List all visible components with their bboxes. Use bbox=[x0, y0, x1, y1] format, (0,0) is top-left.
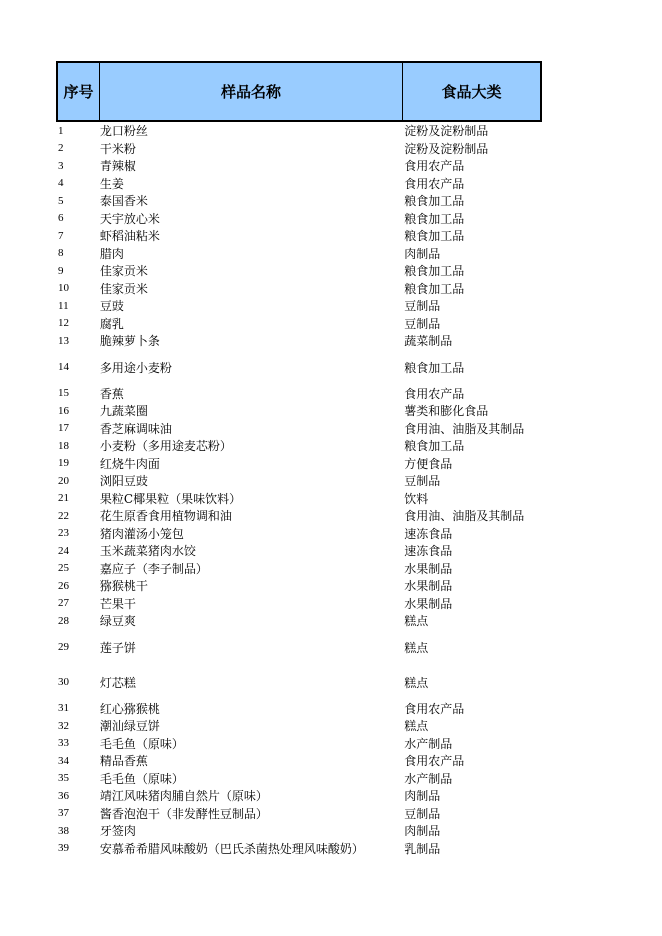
row-food-category: 淀粉及淀粉制品 bbox=[404, 141, 489, 156]
table-row bbox=[56, 122, 542, 140]
table-row bbox=[56, 507, 542, 525]
row-index: 20 bbox=[58, 474, 69, 487]
row-sample-name: 酱香泡泡干（非发酵性豆制品） bbox=[99, 806, 268, 821]
row-sample-name: 香芝麻调味油 bbox=[99, 421, 172, 436]
row-food-category: 水产制品 bbox=[404, 736, 453, 751]
table-row bbox=[56, 420, 542, 438]
row-sample-name: 猕猴桃干 bbox=[99, 579, 148, 594]
table-row bbox=[56, 315, 542, 333]
row-index: 19 bbox=[58, 457, 69, 470]
row-food-category: 粮食加工品 bbox=[404, 211, 465, 226]
row-index: 13 bbox=[58, 334, 69, 347]
row-food-category: 粮食加工品 bbox=[404, 264, 465, 279]
row-sample-name: 九蔬菜圈 bbox=[99, 404, 148, 419]
table-row bbox=[56, 332, 542, 350]
row-index: 36 bbox=[58, 789, 69, 802]
row-index: 10 bbox=[58, 282, 69, 295]
row-food-category: 食用农产品 bbox=[404, 754, 465, 769]
row-index: 35 bbox=[58, 772, 69, 785]
table-row bbox=[56, 787, 542, 805]
row-sample-name: 果粒C椰果粒（果味饮料） bbox=[99, 491, 242, 506]
table-row bbox=[56, 402, 542, 420]
row-sample-name: 佳家贡米 bbox=[99, 264, 148, 279]
row-index: 12 bbox=[58, 317, 69, 330]
row-food-category: 肉制品 bbox=[404, 246, 441, 261]
row-food-category: 食用油、油脂及其制品 bbox=[404, 421, 525, 436]
table-row bbox=[56, 770, 542, 788]
row-food-category: 水产制品 bbox=[404, 771, 453, 786]
row-food-category: 肉制品 bbox=[404, 824, 441, 839]
row-food-category: 粮食加工品 bbox=[404, 229, 465, 244]
row-food-category: 速冻食品 bbox=[404, 526, 453, 541]
row-food-category: 粮食加工品 bbox=[404, 360, 465, 375]
table-row bbox=[56, 297, 542, 315]
row-sample-name: 牙签肉 bbox=[99, 824, 136, 839]
row-sample-name: 虾稻油粘米 bbox=[99, 229, 160, 244]
table-row bbox=[56, 192, 542, 210]
row-index: 11 bbox=[58, 299, 69, 312]
row-sample-name: 嘉应子（李子制品） bbox=[99, 561, 208, 576]
table-row bbox=[56, 805, 542, 823]
row-food-category: 水果制品 bbox=[404, 596, 453, 611]
row-food-category: 食用农产品 bbox=[404, 701, 465, 716]
row-index: 37 bbox=[58, 807, 69, 820]
table-body bbox=[56, 122, 542, 857]
row-index: 3 bbox=[58, 159, 64, 172]
row-sample-name: 玉米蔬菜猪肉水饺 bbox=[99, 544, 196, 559]
row-food-category: 粮食加工品 bbox=[404, 439, 465, 454]
row-index: 22 bbox=[58, 509, 69, 522]
header-food-category: 食品大类 bbox=[441, 83, 502, 101]
row-food-category: 方便食品 bbox=[404, 456, 453, 471]
table-row bbox=[56, 577, 542, 595]
row-index: 4 bbox=[58, 177, 64, 190]
row-index: 9 bbox=[58, 264, 64, 277]
row-food-category: 水果制品 bbox=[404, 561, 453, 576]
row-sample-name: 浏阳豆豉 bbox=[99, 474, 148, 489]
row-food-category: 糕点 bbox=[404, 719, 429, 734]
row-food-category: 糕点 bbox=[404, 614, 429, 629]
row-food-category: 豆制品 bbox=[404, 806, 441, 821]
row-food-category: 豆制品 bbox=[404, 299, 441, 314]
table-row bbox=[56, 840, 542, 858]
table-row bbox=[56, 280, 542, 298]
sample-table bbox=[56, 61, 542, 857]
row-index: 24 bbox=[58, 544, 69, 557]
row-index: 31 bbox=[58, 702, 69, 715]
table-row bbox=[56, 822, 542, 840]
row-food-category: 食用油、油脂及其制品 bbox=[404, 509, 525, 524]
table-row bbox=[56, 210, 542, 228]
row-index: 8 bbox=[58, 247, 64, 260]
row-index: 21 bbox=[58, 492, 69, 505]
row-index: 6 bbox=[58, 212, 64, 225]
table-row bbox=[56, 700, 542, 718]
row-food-category: 食用农产品 bbox=[404, 176, 465, 191]
row-sample-name: 腊肉 bbox=[99, 246, 124, 261]
row-index: 18 bbox=[58, 439, 69, 452]
table-row bbox=[56, 455, 542, 473]
row-index: 27 bbox=[58, 597, 69, 610]
table-row bbox=[56, 735, 542, 753]
row-sample-name: 干米粉 bbox=[99, 141, 136, 156]
table-row bbox=[56, 385, 542, 403]
row-sample-name: 腐乳 bbox=[99, 316, 124, 331]
row-index: 5 bbox=[58, 194, 64, 207]
table-row bbox=[56, 245, 542, 263]
row-food-category: 糕点 bbox=[404, 640, 429, 655]
row-food-category: 速冻食品 bbox=[404, 544, 453, 559]
row-index: 23 bbox=[58, 527, 69, 540]
row-sample-name: 精品香蕉 bbox=[99, 754, 148, 769]
row-index: 15 bbox=[58, 387, 69, 400]
header-index: 序号 bbox=[58, 63, 100, 120]
row-sample-name: 多用途小麦粉 bbox=[99, 360, 172, 375]
row-food-category: 肉制品 bbox=[404, 789, 441, 804]
header-sample-name: 样品名称 bbox=[100, 63, 403, 120]
table-row bbox=[56, 595, 542, 613]
row-food-category: 糕点 bbox=[404, 675, 429, 690]
table-row bbox=[56, 717, 542, 735]
table-row bbox=[56, 612, 542, 630]
row-index: 29 bbox=[58, 641, 69, 653]
row-food-category: 食用农产品 bbox=[404, 386, 465, 401]
row-index: 7 bbox=[58, 229, 64, 242]
table-row bbox=[56, 560, 542, 578]
table-row bbox=[56, 630, 542, 665]
row-sample-name: 天宇放心米 bbox=[99, 211, 160, 226]
row-index: 17 bbox=[58, 422, 69, 435]
row-sample-name: 灯芯糕 bbox=[99, 675, 136, 690]
table-header bbox=[56, 61, 542, 122]
table-row bbox=[56, 542, 542, 560]
table-row bbox=[56, 227, 542, 245]
row-sample-name: 莲子饼 bbox=[99, 640, 136, 655]
row-food-category: 淀粉及淀粉制品 bbox=[404, 124, 489, 139]
row-sample-name: 青辣椒 bbox=[99, 159, 136, 174]
row-sample-name: 生姜 bbox=[99, 176, 124, 191]
row-food-category: 薯类和膨化食品 bbox=[404, 404, 489, 419]
table-row bbox=[56, 262, 542, 280]
row-sample-name: 毛毛鱼（原味） bbox=[99, 771, 184, 786]
row-index: 39 bbox=[58, 842, 69, 855]
table-row bbox=[56, 752, 542, 770]
row-index: 32 bbox=[58, 719, 69, 732]
row-index: 28 bbox=[58, 614, 69, 627]
row-index: 16 bbox=[58, 404, 69, 417]
row-food-category: 粮食加工品 bbox=[404, 194, 465, 209]
row-food-category: 饮料 bbox=[404, 491, 429, 506]
row-index: 30 bbox=[58, 676, 69, 688]
row-sample-name: 芒果干 bbox=[99, 596, 136, 611]
row-index: 33 bbox=[58, 737, 69, 750]
row-food-category: 豆制品 bbox=[404, 316, 441, 331]
table-row bbox=[56, 490, 542, 508]
row-index: 26 bbox=[58, 579, 69, 592]
row-sample-name: 小麦粉（多用途麦芯粉） bbox=[99, 439, 232, 454]
table-row bbox=[56, 665, 542, 700]
row-sample-name: 潮汕绿豆饼 bbox=[99, 719, 160, 734]
row-index: 34 bbox=[58, 754, 69, 767]
row-food-category: 食用农产品 bbox=[404, 159, 465, 174]
row-sample-name: 绿豆爽 bbox=[99, 614, 136, 629]
table-row bbox=[56, 350, 542, 385]
table-row bbox=[56, 140, 542, 158]
table-row bbox=[56, 472, 542, 490]
row-index: 1 bbox=[58, 124, 64, 137]
table-row bbox=[56, 437, 542, 455]
row-sample-name: 红心猕猴桃 bbox=[99, 701, 160, 716]
row-food-category: 水果制品 bbox=[404, 579, 453, 594]
row-sample-name: 泰国香米 bbox=[99, 194, 148, 209]
row-sample-name: 安慕希希腊风味酸奶（巴氏杀菌热处理风味酸奶） bbox=[99, 841, 364, 856]
row-sample-name: 靖江风味猪肉脯自然片（原味） bbox=[99, 789, 268, 804]
row-sample-name: 香蕉 bbox=[99, 386, 124, 401]
row-index: 25 bbox=[58, 562, 69, 575]
table-row bbox=[56, 157, 542, 175]
row-sample-name: 红烧牛肉面 bbox=[99, 456, 160, 471]
row-sample-name: 猪肉灌汤小笼包 bbox=[99, 526, 184, 541]
row-sample-name: 龙口粉丝 bbox=[99, 124, 148, 139]
row-sample-name: 佳家贡米 bbox=[99, 281, 148, 296]
row-food-category: 乳制品 bbox=[404, 841, 441, 856]
row-food-category: 粮食加工品 bbox=[404, 281, 465, 296]
row-index: 14 bbox=[58, 361, 69, 373]
table-row bbox=[56, 175, 542, 193]
table-row bbox=[56, 525, 542, 543]
row-sample-name: 豆豉 bbox=[99, 299, 124, 314]
row-food-category: 豆制品 bbox=[404, 474, 441, 489]
row-index: 2 bbox=[58, 142, 64, 155]
row-sample-name: 毛毛鱼（原味） bbox=[99, 736, 184, 751]
row-food-category: 蔬菜制品 bbox=[404, 334, 453, 349]
row-index: 38 bbox=[58, 824, 69, 837]
row-sample-name: 脆辣萝卜条 bbox=[99, 334, 160, 349]
row-sample-name: 花生原香食用植物调和油 bbox=[99, 509, 232, 524]
